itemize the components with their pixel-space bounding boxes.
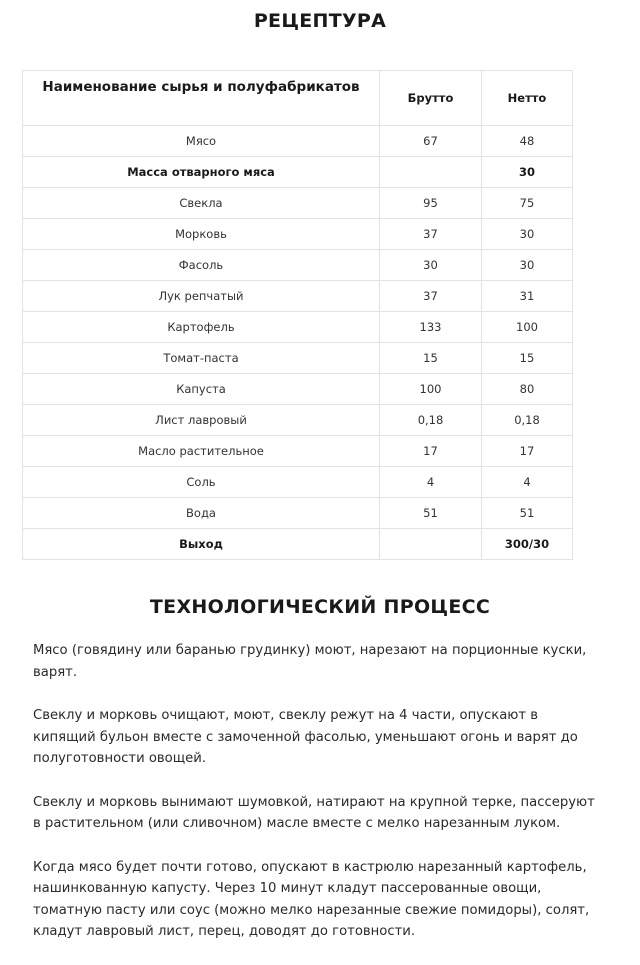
cell-name: Морковь — [23, 219, 380, 250]
cell-name: Лук репчатый — [23, 281, 380, 312]
cell-name: Масса отварного мяса — [23, 157, 380, 188]
header-gross: Брутто — [380, 71, 482, 126]
table-row — [23, 126, 573, 157]
cell-net: 75 — [482, 188, 573, 219]
cell-net: 0,18 — [482, 405, 573, 436]
cell-net: 31 — [482, 281, 573, 312]
cell-gross: 51 — [380, 498, 482, 529]
cell-name: Капуста — [23, 374, 380, 405]
table-row — [23, 312, 573, 343]
recipe-table-body — [23, 126, 573, 560]
table-row — [23, 250, 573, 281]
cell-name: Вода — [23, 498, 380, 529]
process-paragraph: Свеклу и морковь очищают, моют, свеклу режут на 4 части, опускают в кипящий бульон вместе с замоченной фасолью, уменьшают огонь и варят до полуготовности овощей. — [33, 708, 578, 766]
header-net: Нетто — [482, 71, 573, 126]
table-row — [23, 467, 573, 498]
cell-net: 15 — [482, 343, 573, 374]
cell-net: 51 — [482, 498, 573, 529]
table-row — [23, 374, 573, 405]
process-title: ТЕХНОЛОГИЧЕСКИЙ ПРОЦЕСС — [149, 596, 491, 618]
cell-name: Фасоль — [23, 250, 380, 281]
cell-gross — [380, 529, 482, 560]
process-paragraph: Когда мясо будет почти готово, опускают в кастрюлю нарезанный картофель, нашинкованную капусту. Через 10 минут кладут пассерованные овощи, томатную пасту или соус (можно мелко нарезанные свежие помидоры), солят, кладут лавровый лист, перец, доводят до готовности. — [33, 859, 590, 939]
recipe-table-header — [23, 71, 573, 126]
table-row — [23, 405, 573, 436]
table-row — [23, 343, 573, 374]
cell-gross: 100 — [380, 374, 482, 405]
cell-net: 17 — [482, 436, 573, 467]
cell-name: Свекла — [23, 188, 380, 219]
cell-net: 300/30 — [482, 529, 573, 560]
cell-name: Томат-паста — [23, 343, 380, 374]
cell-net: 30 — [482, 219, 573, 250]
recipe-title: РЕЦЕПТУРА — [253, 10, 387, 32]
cell-net: 4 — [482, 467, 573, 498]
table-row — [23, 219, 573, 250]
cell-name: Картофель — [23, 312, 380, 343]
header-name: Наименование сырья и полуфабрикатов — [23, 71, 380, 126]
cell-gross: 30 — [380, 250, 482, 281]
cell-gross — [380, 157, 482, 188]
table-row — [23, 529, 573, 560]
recipe-table — [22, 70, 573, 560]
cell-gross: 133 — [380, 312, 482, 343]
table-row — [23, 157, 573, 188]
cell-gross: 4 — [380, 467, 482, 498]
cell-net: 100 — [482, 312, 573, 343]
cell-gross: 37 — [380, 281, 482, 312]
cell-name: Выход — [23, 529, 380, 560]
table-row — [23, 436, 573, 467]
cell-net: 30 — [482, 157, 573, 188]
cell-name: Лист лавровый — [23, 405, 380, 436]
cell-name: Мясо — [23, 126, 380, 157]
cell-gross: 37 — [380, 219, 482, 250]
cell-gross: 17 — [380, 436, 482, 467]
cell-gross: 15 — [380, 343, 482, 374]
cell-net: 48 — [482, 126, 573, 157]
table-row — [23, 188, 573, 219]
cell-gross: 67 — [380, 126, 482, 157]
table-row — [23, 498, 573, 529]
cell-gross: 95 — [380, 188, 482, 219]
cell-gross: 0,18 — [380, 405, 482, 436]
process-paragraph: Мясо (говядину или баранью грудинку) моют, нарезают на порционные куски, варят. — [33, 643, 587, 680]
process-paragraph: Свеклу и морковь вынимают шумовкой, натирают на крупной терке, пассеруют в растительном (или сливочном) масле вместе с мелко нарезанным луком. — [33, 794, 595, 831]
cell-name: Соль — [23, 467, 380, 498]
cell-net: 30 — [482, 250, 573, 281]
cell-net: 80 — [482, 374, 573, 405]
process-text — [33, 640, 603, 965]
cell-name: Масло растительное — [23, 436, 380, 467]
table-row — [23, 281, 573, 312]
